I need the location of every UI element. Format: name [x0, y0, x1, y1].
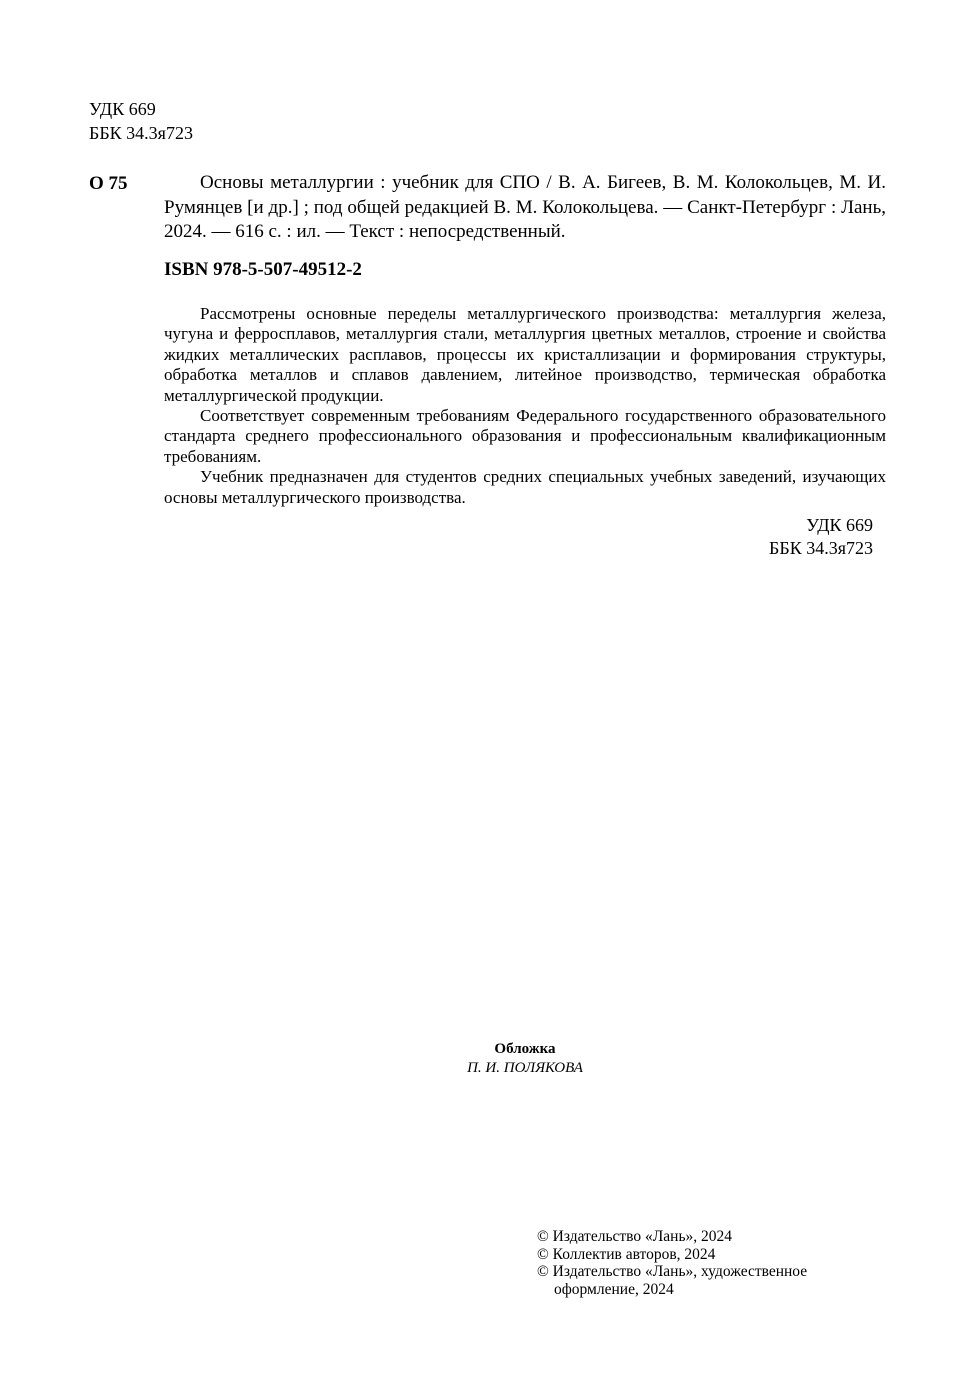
copyright-line: © Издательство «Лань», художественное: [537, 1263, 808, 1280]
copyright-block: [537, 1228, 807, 1298]
abstract: [164, 304, 886, 508]
abstract-paragraph: Рассмотрены основные переделы металлургического производства: металлургия железа, чугуна и ферросплавов, металлургия стали, металлургия цветных металлов, строение и свойства жидких металлических расплавов, процессы их кристаллизации и формирования структуры, обработка металлов и сплавов давлением, литейное производство, термическая обработка металлургической продукции.: [164, 304, 886, 405]
classification-footer: [769, 514, 873, 560]
cover-title: Обложка: [494, 1041, 556, 1057]
bbk-code: ББК 34.3я723: [769, 538, 873, 558]
bbk-code: ББК 34.3я723: [89, 123, 193, 143]
isbn: ISBN 978-5-507-49512-2: [164, 259, 362, 280]
copyright-line: оформление, 2024: [554, 1280, 674, 1298]
cover-designer: П. И. ПОЛЯКОВА: [467, 1060, 583, 1076]
bibliographic-description: Основы металлургии : учебник для СПО / В. А. Бигеев, В. М. Колокольцев, М. И. Румянцев [и др.] ; под общей редакцией В. М. Колокольцева. — Санкт-Петербург : Лань, 2024. — 616 с. : ил. — Текст : непосредственный.: [164, 172, 886, 242]
udk-code: УДК 669: [89, 99, 156, 119]
copyright-line: © Издательство «Лань», 2024: [537, 1228, 733, 1245]
classification-header: [89, 97, 193, 145]
author-code: О 75: [89, 173, 128, 194]
abstract-paragraph: Учебник предназначен для студентов средних специальных учебных заведений, изучающих основы металлургического производства.: [164, 467, 886, 507]
abstract-paragraph: Соответствует современным требованиям Федерального государственного образовательного стандарта среднего профессионального образования и профессиональным квалификационным требованиям.: [164, 406, 886, 466]
udk-code: УДК 669: [806, 515, 873, 535]
cover-credit: [0, 1040, 976, 1078]
copyright-line: © Коллектив авторов, 2024: [537, 1245, 716, 1263]
